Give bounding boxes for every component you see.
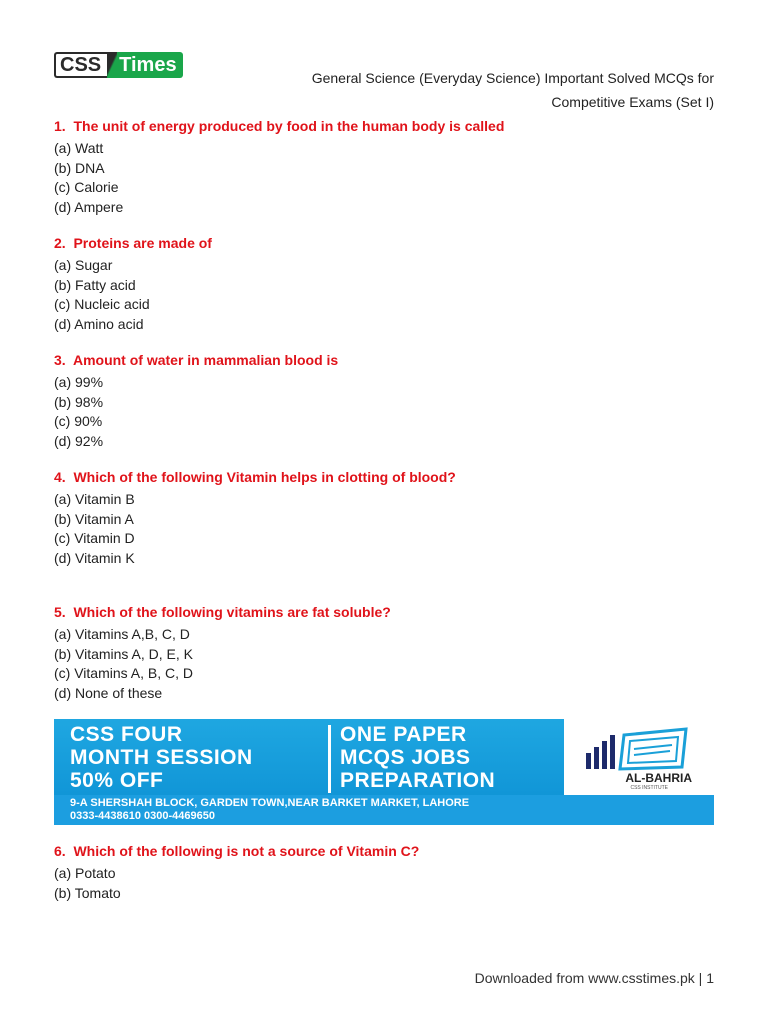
option-5b: (b) Vitamins A, D, E, K [54, 645, 194, 662]
option-6b: (b) Tomato [54, 884, 121, 901]
question-4: 4. Which of the following Vitamin helps in clotting of blood? [54, 469, 456, 485]
advertisement-banner[interactable] [54, 719, 714, 825]
option-2c: (c) Nucleic acid [54, 296, 150, 312]
csstimes-logo [54, 52, 183, 78]
logo-subtitle: CSS INSTITUTE [630, 785, 668, 791]
question-3: 3. Amount of water in mammalian blood is [54, 352, 339, 368]
option-5d: (d) None of these [54, 684, 163, 701]
option-1d: (d) Ampere [54, 198, 124, 215]
document-title-line-2: Competitive Exams (Set I) [551, 94, 714, 110]
option-3c: (c) 90% [54, 413, 103, 429]
question-6: 6. Which of the following is not a source of Vitamin C? [54, 843, 420, 859]
question-block-5 [54, 602, 714, 703]
banner-address: 9-A SHERSHAH BLOCK, GARDEN TOWN,NEAR BARKET MARKET, LAHORE 0333-4438610 0300-4469650 [54, 795, 714, 825]
option-3a: (a) 99% [54, 374, 104, 390]
option-4a: (a) Vitamin B [54, 491, 135, 507]
logo-name: AL-BAHRIA [625, 771, 692, 785]
mcq-list [54, 116, 714, 919]
logo-times-text: Times [117, 52, 182, 78]
question-1: 1. The unit of energy produced by food in the human body is called [54, 118, 505, 134]
document-title-line-1: General Science (Everyday Science) Important Solved MCQs for [311, 70, 714, 86]
question-block-1 [54, 116, 714, 217]
option-5a: (a) Vitamins A,B, C, D [54, 626, 190, 642]
option-2b: (b) Fatty acid [54, 276, 136, 293]
logo-css-text: CSS [54, 52, 107, 78]
question-2: 2. Proteins are made of [54, 235, 212, 251]
document-title [234, 66, 714, 114]
page-footer: Downloaded from www.csstimes.pk | 1 [474, 970, 714, 986]
question-block-2 [54, 233, 714, 334]
option-6a: (a) Potato [54, 865, 116, 881]
logo-slash [107, 52, 117, 78]
option-3b: (b) 98% [54, 393, 104, 410]
option-4c: (c) Vitamin D [54, 530, 135, 546]
option-1a: (a) Watt [54, 140, 104, 156]
option-2a: (a) Sugar [54, 257, 113, 273]
option-1c: (c) Calorie [54, 179, 119, 195]
question-block-6 [54, 841, 714, 903]
al-bahria-logo [564, 719, 714, 795]
banner-offer-text: CSS FOUR MONTH SESSION 50% OFF [70, 723, 253, 792]
option-3d: (d) 92% [54, 432, 104, 449]
question-block-4 [54, 467, 714, 568]
option-4d: (d) Vitamin K [54, 549, 135, 566]
option-2d: (d) Amino acid [54, 315, 144, 332]
banner-divider [328, 725, 331, 793]
option-4b: (b) Vitamin A [54, 510, 134, 527]
option-5c: (c) Vitamins A, B, C, D [54, 665, 193, 681]
question-block-3 [54, 350, 714, 451]
option-1b: (b) DNA [54, 159, 105, 176]
question-5: 5. Which of the following vitamins are fat soluble? [54, 604, 391, 620]
banner-prep-text: ONE PAPER MCQS JOBS PREPARATION [340, 723, 496, 792]
